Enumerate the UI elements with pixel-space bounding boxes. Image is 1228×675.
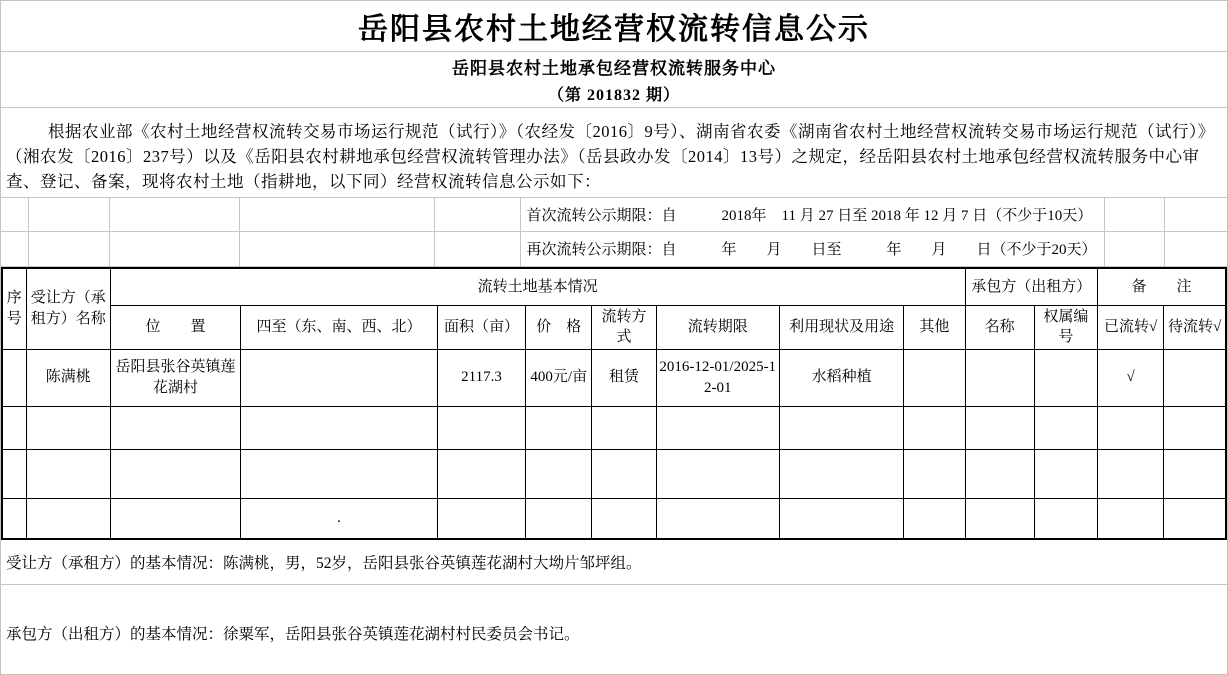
header-cell-contractor-name: 名称 [965,306,1034,350]
intro-paragraph: 根据农业部《农村土地经营权流转交易市场运行规范（试行）》（农经发〔2016〕9号）、湖南省农委《湖南省农村土地经营权流转交易市场运行规范（试行）》（湘农发〔2016〕237号）以及《岳阳县农村耕地承包经营权流转管理办法》（岳县政办发〔2014〕13号）之规定，经岳阳县农村土地承包经营权流转服务中心审查、登记、备案，现将农村土地（指耕地，以下同）经营权流转信息公示如下： [1,108,1227,198]
subtitle-block [1,52,1227,108]
cell-lessee-name: 陈满桃 [26,349,110,406]
cell-area: 2117.3 [437,349,525,406]
table-row [2,349,1226,406]
cell-other [904,449,965,498]
cell-transfer-method [592,406,656,449]
header-cell-transfer-term: 流转期限 [656,306,779,350]
cell-seq [2,349,26,406]
cell-seq [2,498,26,539]
empty-cell [109,231,239,266]
cell-usage: 水稻种植 [779,349,903,406]
header-cell-usage: 利用现状及用途 [779,306,903,350]
cell-ownership-number [1034,449,1097,498]
first-notice-row [1,198,1227,231]
group-header-contractor: 承包方（出租方） [965,268,1097,306]
cell-transfer-method [592,498,656,539]
cell-contractor-name [965,349,1034,406]
cell-transfer-method: 租赁 [592,349,656,406]
cell-price [526,498,592,539]
cell-location [110,449,240,498]
cell-other [904,349,965,406]
cell-ownership-number [1034,498,1097,539]
empty-cell [1164,198,1227,231]
cell-pending-check [1164,498,1226,539]
land-transfer-table [1,267,1227,541]
empty-cell [28,198,109,231]
cell-transferred-check [1097,449,1163,498]
header-cell-lessee: 受让方（承租方）名称 [26,268,110,350]
cell-contractor-name [965,449,1034,498]
cell-contractor-name [965,498,1034,539]
empty-cell [1,198,28,231]
table-row [2,498,1226,539]
second-notice-row [1,231,1227,266]
lessor-basic-info: 承包方（出租方）的基本情况：徐粟军，岳阳县张谷英镇莲花湖村村民委员会书记。 [6,626,580,643]
issue-number: （第 201832 期） [547,87,680,104]
cell-transferred-check [1097,498,1163,539]
page-title: 岳阳县农村土地经营权流转信息公示 [1,1,1227,52]
header-cell-location: 位 置 [110,306,240,350]
cell-usage [779,406,903,449]
cell-area [437,449,525,498]
empty-cell [239,198,434,231]
lessee-basic-info: 受让方（承租方）的基本情况：陈满桃，男，52岁，岳阳县张谷英镇莲花湖村大坳片邹坪组。 [1,540,1227,585]
second-notice-period-text: 再次流转公示期限：自 年 月 日至 年 月 日（不少于20天） [520,231,1104,266]
header-cell-area: 面积（亩） [437,306,525,350]
cell-location [110,406,240,449]
cell-seq [2,449,26,498]
cell-pending-check [1164,449,1226,498]
cell-transfer-term: 2016-12-01/2025-12-01 [656,349,779,406]
empty-cell [1,231,28,266]
cell-contractor-name [965,406,1034,449]
cell-ownership-number [1034,406,1097,449]
cell-price [526,449,592,498]
empty-cell [1164,231,1227,266]
table-row [2,406,1226,449]
table-subheader-row [2,306,1226,350]
cell-transferred-check: √ [1097,349,1163,406]
cell-transferred-check [1097,406,1163,449]
header-cell-boundaries: 四至（东、南、西、北） [241,306,438,350]
empty-cell [28,231,109,266]
cell-other [904,406,965,449]
notice-period-grid [1,198,1228,267]
table-group-header-row [2,268,1226,306]
cell-usage [779,498,903,539]
header-cell-other: 其他 [904,306,965,350]
header-cell-transferred: 已流转√ [1097,306,1163,350]
cell-transfer-method [592,449,656,498]
cell-seq [2,406,26,449]
group-header-land-info: 流转土地基本情况 [110,268,965,306]
cell-boundaries [241,449,438,498]
cell-other [904,498,965,539]
cell-location [110,498,240,539]
cell-ownership-number [1034,349,1097,406]
empty-cell [109,198,239,231]
first-notice-period-text: 首次流转公示期限：自 2018年 11 月 27 日至 2018 年 12 月 7 日（不少于10天） [520,198,1104,231]
group-header-remark: 备 注 [1097,268,1226,306]
empty-cell [239,231,434,266]
header-cell-ownership-number: 权属编号 [1034,306,1097,350]
cell-transfer-term [656,406,779,449]
cell-location: 岳阳县张谷英镇莲花湖村 [110,349,240,406]
empty-cell [434,198,520,231]
cell-area [437,498,525,539]
cell-pending-check [1164,406,1226,449]
cell-usage [779,449,903,498]
cell-lessee-name [26,449,110,498]
cell-pending-check [1164,349,1226,406]
cell-price: 400元/亩 [526,349,592,406]
header-cell-transfer-method: 流转方式 [592,306,656,350]
header-cell-price: 价 格 [526,306,592,350]
cell-transfer-term [656,449,779,498]
cell-transfer-term [656,498,779,539]
cell-lessee-name [26,498,110,539]
empty-cell [434,231,520,266]
cell-boundaries: . [241,498,438,539]
header-cell-pending-transfer: 待流转√ [1164,306,1226,350]
cell-price [526,406,592,449]
cell-area [437,406,525,449]
cell-boundaries [241,349,438,406]
empty-cell [1104,231,1164,266]
cell-boundaries [241,406,438,449]
cell-lessee-name [26,406,110,449]
header-cell-seq: 序号 [2,268,26,350]
service-center-name: 岳阳县农村土地承包经营权流转服务中心 [452,59,776,78]
table-row [2,449,1226,498]
empty-cell [1104,198,1164,231]
